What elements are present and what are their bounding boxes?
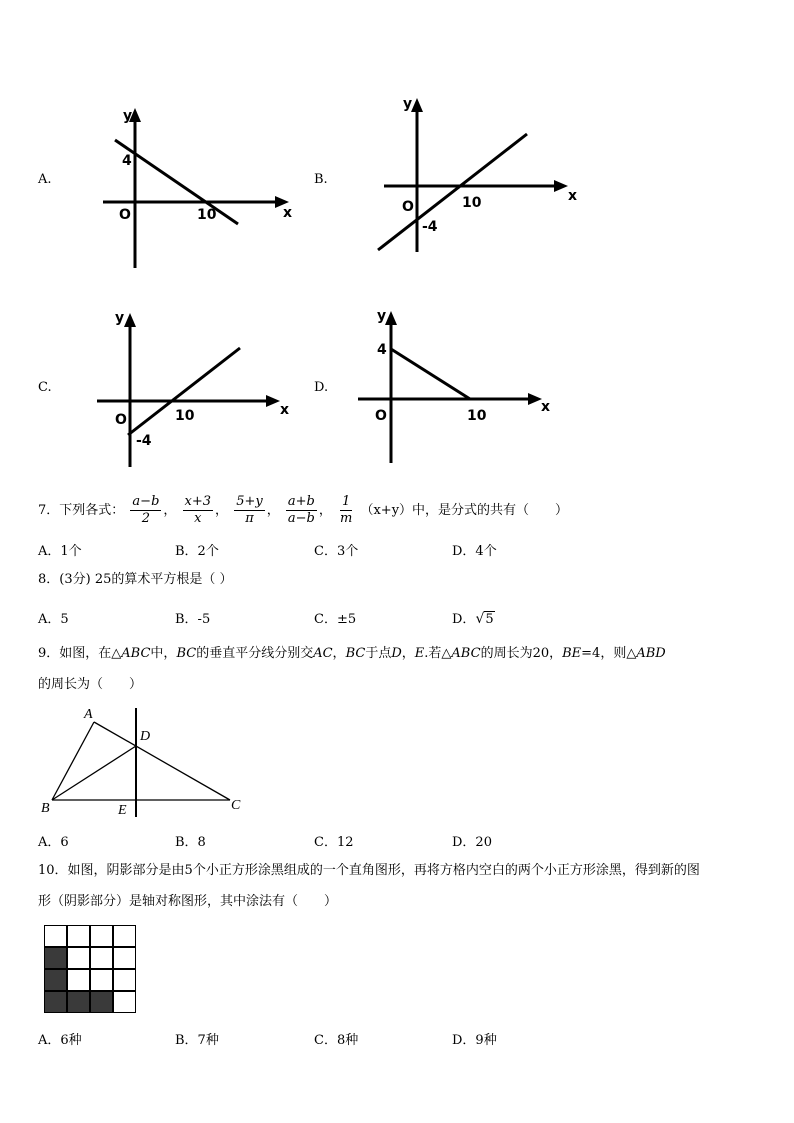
fraction-5: $\frac{1}{m}$	[340, 494, 353, 526]
question-7: 7．下列各式： $\frac{a-b}{2}$ ， $\frac{x+3}{x}$ ， $\frac{5+y}{\pi}$ ， $\frac{a+b}{a-b}$ ， $\frac{1}{m}$ （x+y）中，是分式的共有（ ）	[38, 494, 569, 526]
point-b-label: B	[41, 801, 50, 816]
sqrt-symbol: √	[475, 611, 485, 627]
graph-option-d	[350, 303, 560, 468]
q10-option-c: C．8种	[314, 1033, 359, 1048]
graph-line	[115, 140, 238, 224]
x-axis-arrow	[554, 180, 568, 192]
q9-option-d: D．20	[452, 835, 492, 850]
fraction-1: $\frac{a-b}{2}$	[132, 494, 160, 526]
question-9-line2: 的周长为（ ）	[38, 677, 143, 692]
y-axis-arrow	[411, 98, 423, 112]
fraction-3: $\frac{5+y}{\pi}$	[236, 494, 263, 526]
point-d-label: D	[140, 729, 151, 744]
x-axis-label: x	[283, 205, 293, 221]
y-axis-label: y	[377, 308, 387, 324]
option-b-label: B.	[314, 172, 328, 187]
q7-option-d: D．4个	[452, 544, 497, 559]
q9-option-c: C．12	[314, 835, 354, 850]
option-a-label: A.	[38, 172, 52, 187]
graph-option-c	[90, 305, 300, 470]
y-axis-label: y	[115, 310, 125, 326]
q8-option-c: C．±5	[314, 612, 357, 627]
intercept-label-4: 4	[122, 153, 132, 169]
q8-option-a: A．5	[38, 612, 69, 627]
origin-label: O	[375, 408, 387, 424]
q9-option-a: A．6	[38, 835, 69, 850]
triangle-figure	[36, 702, 256, 822]
point-a-label: A	[84, 707, 93, 722]
q10-option-b: B．7种	[175, 1033, 219, 1048]
fraction-4: $\frac{a+b}{a-b}$	[287, 494, 315, 526]
x-axis-label: x	[541, 399, 551, 415]
intercept-label-neg4: -4	[136, 433, 152, 449]
fraction-2: $\frac{x+3}{x}$	[184, 494, 212, 526]
point-e-label: E	[118, 803, 127, 818]
question-10-line2: 形（阴影部分）是轴对称图形，其中涂法有（ ）	[38, 894, 338, 909]
square-grid	[44, 925, 136, 1013]
intercept-label-10: 10	[462, 195, 482, 211]
x-axis-arrow	[528, 393, 542, 405]
q9-option-b: B．8	[175, 835, 206, 850]
q7-option-a: A．1个	[38, 544, 82, 559]
y-axis-label: y	[403, 96, 413, 112]
intercept-label-neg4: -4	[422, 219, 438, 235]
origin-label: O	[115, 412, 127, 428]
q8-option-d: D．√5	[452, 611, 494, 627]
graph-line	[378, 134, 527, 250]
intercept-label-10: 10	[175, 408, 195, 424]
graph-line	[391, 349, 470, 399]
x-axis-arrow	[266, 395, 280, 407]
q7-option-b: B．2个	[175, 544, 219, 559]
y-axis-arrow	[124, 313, 136, 327]
option-d-label: D.	[314, 380, 329, 395]
origin-label: O	[119, 207, 131, 223]
y-axis-label: y	[123, 108, 133, 124]
intercept-label-10: 10	[467, 408, 487, 424]
y-axis-arrow	[385, 311, 397, 325]
origin-label: O	[402, 199, 414, 215]
question-8: 8．(3分) 25的算术平方根是（ ）	[38, 572, 233, 587]
q10-option-a: A．6种	[38, 1033, 82, 1048]
option-c-label: C.	[38, 380, 52, 395]
intercept-label-4: 4	[377, 342, 387, 358]
graph-option-a	[95, 100, 305, 275]
intercept-label-10: 10	[197, 207, 217, 223]
q8-option-b: B．-5	[175, 612, 211, 627]
x-axis-label: x	[280, 402, 290, 418]
question-9-line1: 9．如图，在△ABC中，BC的垂直平分线分别交AC，BC于点D，E.若△ABC的周长为20，BE=4，则△ABD	[38, 646, 666, 661]
x-axis-label: x	[568, 188, 578, 204]
graph-option-b	[370, 90, 590, 260]
question-10-line1: 10．如图，阴影部分是由5个小正方形涂黑组成的一个直角图形，再将方格内空白的两个小正方形涂黑，得到新的图	[38, 863, 700, 878]
q10-option-d: D．9种	[452, 1033, 497, 1048]
point-c-label: C	[231, 798, 241, 813]
q7-option-c: C．3个	[314, 544, 359, 559]
